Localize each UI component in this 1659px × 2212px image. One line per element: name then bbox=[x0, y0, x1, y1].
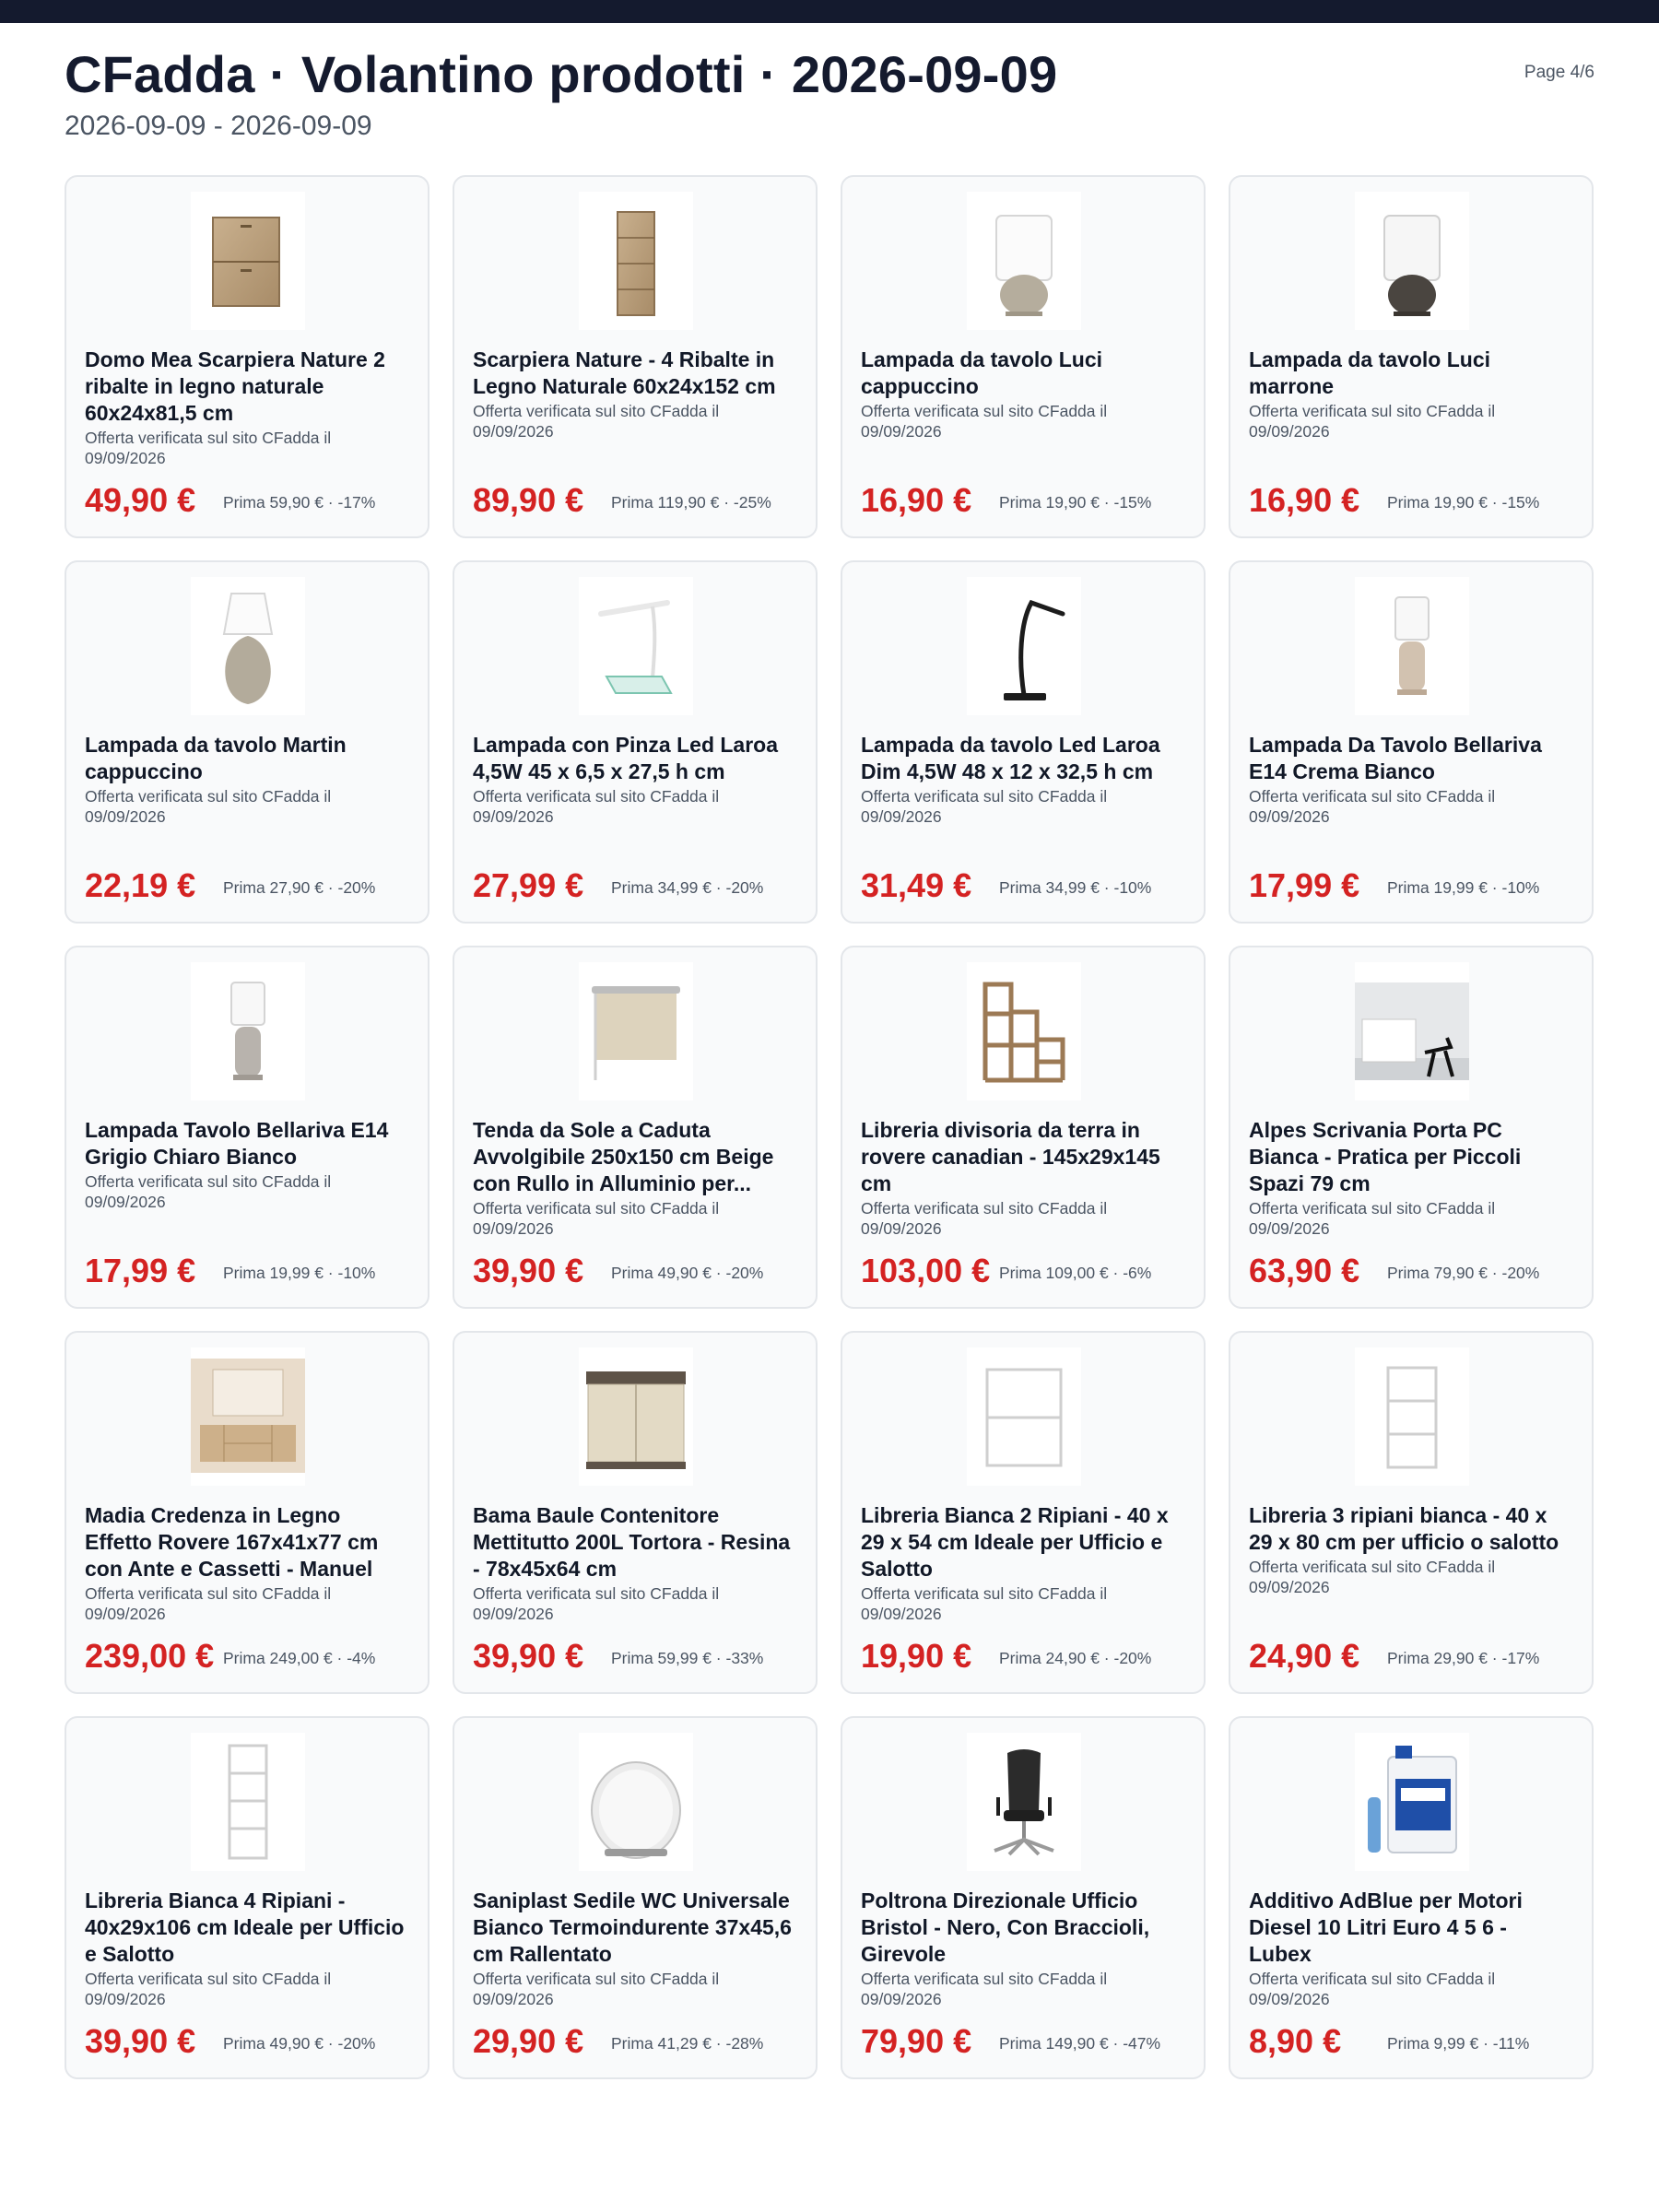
product-price: 17,99 € bbox=[85, 1252, 196, 1289]
product-card[interactable] bbox=[841, 1716, 1206, 2079]
product-price: 89,90 € bbox=[473, 481, 584, 519]
offer-note: Offerta verificata sul sito CFadda il 09/09/2026 bbox=[1249, 787, 1496, 826]
product-card[interactable] bbox=[1229, 175, 1594, 538]
product-card[interactable] bbox=[65, 560, 429, 924]
product-name: Lampada da tavolo Luci cappuccino Offerta verificata sul sito CFadda il 09/09/2026 bbox=[861, 347, 1187, 441]
product-card[interactable] bbox=[453, 1716, 818, 2079]
product-card[interactable] bbox=[1229, 560, 1594, 924]
product-price: 24,90 € bbox=[1249, 1637, 1360, 1675]
shoe-cabinet-4-icon bbox=[579, 192, 693, 330]
product-card[interactable] bbox=[453, 1331, 818, 1694]
product-card[interactable] bbox=[65, 1331, 429, 1694]
table-lamp-round-icon bbox=[191, 577, 305, 715]
desk-lamp-icon bbox=[967, 577, 1081, 715]
bookcase-4-icon bbox=[191, 1733, 305, 1871]
product-name: Saniplast Sedile WC Universale Bianco Termoindurente 37x45,6 cm Rallentato Offerta verificata sul sito CFadda il 09/09/2026 bbox=[473, 1888, 799, 2009]
date-range: 2026-09-09 - 2026-09-09 bbox=[65, 111, 372, 141]
old-price-discount: Prima 59,90 € · -17% bbox=[223, 493, 376, 512]
product-card[interactable] bbox=[1229, 1716, 1594, 2079]
clamp-lamp-icon bbox=[579, 577, 693, 715]
product-name: Domo Mea Scarpiera Nature 2 ribalte in legno naturale 60x24x81,5 cm Offerta verificata sul sito CFadda il 09/09/2026 bbox=[85, 347, 411, 468]
page-title: CFadda · Volantino prodotti · 2026-09-09 bbox=[65, 45, 1058, 103]
old-price-discount: Prima 34,99 € · -10% bbox=[999, 878, 1152, 897]
old-price-discount: Prima 49,90 € · -20% bbox=[611, 1264, 764, 1282]
product-price: 63,90 € bbox=[1249, 1252, 1360, 1289]
product-card[interactable] bbox=[65, 175, 429, 538]
product-price: 17,99 € bbox=[1249, 866, 1360, 904]
step-bookcase-icon bbox=[967, 962, 1081, 1100]
offer-note: Offerta verificata sul sito CFadda il 09/09/2026 bbox=[473, 787, 720, 826]
product-price: 19,90 € bbox=[861, 1637, 972, 1675]
product-card[interactable] bbox=[1229, 946, 1594, 1309]
product-price: 239,00 € bbox=[85, 1637, 215, 1675]
product-price: 27,99 € bbox=[473, 866, 584, 904]
offer-note: Offerta verificata sul sito CFadda il 09/09/2026 bbox=[85, 1970, 332, 2008]
old-price-discount: Prima 24,90 € · -20% bbox=[999, 1649, 1152, 1667]
product-price: 49,90 € bbox=[85, 481, 196, 519]
product-price: 39,90 € bbox=[473, 1252, 584, 1289]
offer-note: Offerta verificata sul sito CFadda il 09/09/2026 bbox=[1249, 1970, 1496, 2008]
product-card[interactable] bbox=[65, 1716, 429, 2079]
offer-note: Offerta verificata sul sito CFadda il 09/09/2026 bbox=[1249, 1558, 1496, 1596]
offer-note: Offerta verificata sul sito CFadda il 09/09/2026 bbox=[85, 429, 332, 467]
offer-note: Offerta verificata sul sito CFadda il 09/09/2026 bbox=[861, 1199, 1108, 1238]
toilet-seat-icon bbox=[579, 1733, 693, 1871]
old-price-discount: Prima 59,99 € · -33% bbox=[611, 1649, 764, 1667]
product-price: 39,90 € bbox=[473, 1637, 584, 1675]
product-name: Bama Baule Contenitore Mettitutto 200L Tortora - Resina - 78x45x64 cm Offerta verificata sul sito CFadda il 09/09/2026 bbox=[473, 1502, 799, 1624]
awning-icon bbox=[579, 962, 693, 1100]
adblue-canister-icon bbox=[1355, 1733, 1469, 1871]
sideboard-icon bbox=[191, 1347, 305, 1486]
offer-note: Offerta verificata sul sito CFadda il 09/09/2026 bbox=[85, 1584, 332, 1623]
old-price-discount: Prima 149,90 € · -47% bbox=[999, 2034, 1161, 2053]
old-price-discount: Prima 19,90 € · -15% bbox=[1387, 493, 1540, 512]
product-name: Libreria divisoria da terra in rovere canadian - 145x29x145 cm Offerta verificata sul sito CFadda il 09/09/2026 bbox=[861, 1117, 1187, 1239]
old-price-discount: Prima 19,99 € · -10% bbox=[223, 1264, 376, 1282]
offer-note: Offerta verificata sul sito CFadda il 09/09/2026 bbox=[1249, 402, 1496, 441]
offer-note: Offerta verificata sul sito CFadda il 09/09/2026 bbox=[473, 1584, 720, 1623]
header-bar bbox=[0, 0, 1659, 23]
page-number: Page 4/6 bbox=[1524, 63, 1594, 82]
product-card[interactable] bbox=[453, 175, 818, 538]
product-name: Libreria Bianca 4 Ripiani - 40x29x106 cm Ideale per Ufficio e Salotto Offerta verificata sul sito CFadda il 09/09/2026 bbox=[85, 1888, 411, 2009]
product-card[interactable] bbox=[453, 560, 818, 924]
old-price-discount: Prima 29,90 € · -17% bbox=[1387, 1649, 1540, 1667]
product-price: 31,49 € bbox=[861, 866, 972, 904]
product-name: Lampada da tavolo Luci marrone Offerta verificata sul sito CFadda il 09/09/2026 bbox=[1249, 347, 1575, 441]
table-lamp-dark-icon bbox=[1355, 192, 1469, 330]
office-chair-icon bbox=[967, 1733, 1081, 1871]
offer-note: Offerta verificata sul sito CFadda il 09/09/2026 bbox=[473, 402, 720, 441]
product-name: Lampada da tavolo Martin cappuccino Offerta verificata sul sito CFadda il 09/09/2026 bbox=[85, 732, 411, 827]
offer-note: Offerta verificata sul sito CFadda il 09/09/2026 bbox=[473, 1199, 720, 1238]
product-name: Poltrona Direzionale Ufficio Bristol - Nero, Con Braccioli, Girevole Offerta verificata sul sito CFadda il 09/09/2026 bbox=[861, 1888, 1187, 2009]
storage-chest-icon bbox=[579, 1347, 693, 1486]
product-name: Lampada con Pinza Led Laroa 4,5W 45 x 6,5 x 27,5 h cm Offerta verificata sul sito CFadda il 09/09/2026 bbox=[473, 732, 799, 827]
old-price-discount: Prima 49,90 € · -20% bbox=[223, 2034, 376, 2053]
desk-room-icon bbox=[1355, 962, 1469, 1100]
old-price-discount: Prima 109,00 € · -6% bbox=[999, 1264, 1152, 1282]
offer-note: Offerta verificata sul sito CFadda il 09/09/2026 bbox=[85, 1172, 332, 1211]
table-lamp-icon bbox=[967, 192, 1081, 330]
product-name: Libreria 3 ripiani bianca - 40 x 29 x 80 cm per ufficio o salotto Offerta verificata sul sito CFadda il 09/09/2026 bbox=[1249, 1502, 1575, 1597]
product-name: Lampada Da Tavolo Bellariva E14 Crema Bianco Offerta verificata sul sito CFadda il 09/09/2026 bbox=[1249, 732, 1575, 827]
bookcase-2-icon bbox=[967, 1347, 1081, 1486]
product-name: Scarpiera Nature - 4 Ribalte in Legno Naturale 60x24x152 cm Offerta verificata sul sito CFadda il 09/09/2026 bbox=[473, 347, 799, 441]
product-card[interactable] bbox=[841, 560, 1206, 924]
old-price-discount: Prima 27,90 € · -20% bbox=[223, 878, 376, 897]
product-card[interactable] bbox=[841, 1331, 1206, 1694]
old-price-discount: Prima 119,90 € · -25% bbox=[611, 493, 771, 512]
old-price-discount: Prima 249,00 € · -4% bbox=[223, 1649, 376, 1667]
product-price: 103,00 € bbox=[861, 1252, 991, 1289]
product-name: Libreria Bianca 2 Ripiani - 40 x 29 x 54 cm Ideale per Ufficio e Salotto Offerta verificata sul sito CFadda il 09/09/2026 bbox=[861, 1502, 1187, 1624]
product-card[interactable] bbox=[1229, 1331, 1594, 1694]
product-price: 16,90 € bbox=[1249, 481, 1360, 519]
shoe-cabinet-2-icon bbox=[191, 192, 305, 330]
offer-note: Offerta verificata sul sito CFadda il 09/09/2026 bbox=[473, 1970, 720, 2008]
offer-note: Offerta verificata sul sito CFadda il 09/09/2026 bbox=[861, 402, 1108, 441]
product-price: 16,90 € bbox=[861, 481, 972, 519]
product-name: Lampada Tavolo Bellariva E14 Grigio Chiaro Bianco Offerta verificata sul sito CFadda il 09/09/2026 bbox=[85, 1117, 411, 1212]
product-grid bbox=[65, 175, 1594, 2079]
table-lamp-slim-icon bbox=[1355, 577, 1469, 715]
product-price: 22,19 € bbox=[85, 866, 196, 904]
old-price-discount: Prima 9,99 € · -11% bbox=[1387, 2034, 1530, 2053]
old-price-discount: Prima 19,99 € · -10% bbox=[1387, 878, 1540, 897]
table-lamp-grey-icon bbox=[191, 962, 305, 1100]
product-card[interactable] bbox=[65, 946, 429, 1309]
old-price-discount: Prima 41,29 € · -28% bbox=[611, 2034, 764, 2053]
offer-note: Offerta verificata sul sito CFadda il 09/09/2026 bbox=[861, 1970, 1108, 2008]
offer-note: Offerta verificata sul sito CFadda il 09/09/2026 bbox=[861, 1584, 1108, 1623]
product-name: Tenda da Sole a Caduta Avvolgibile 250x150 cm Beige con Rullo in Alluminio per... Offerta verificata sul sito CFadda il 09/09/2026 bbox=[473, 1117, 799, 1239]
product-price: 29,90 € bbox=[473, 2022, 584, 2060]
product-card[interactable] bbox=[841, 946, 1206, 1309]
product-name: Lampada da tavolo Led Laroa Dim 4,5W 48 x 12 x 32,5 h cm Offerta verificata sul sito CFadda il 09/09/2026 bbox=[861, 732, 1187, 827]
product-price: 79,90 € bbox=[861, 2022, 972, 2060]
offer-note: Offerta verificata sul sito CFadda il 09/09/2026 bbox=[85, 787, 332, 826]
product-card[interactable] bbox=[453, 946, 818, 1309]
product-price: 8,90 € bbox=[1249, 2022, 1342, 2060]
old-price-discount: Prima 34,99 € · -20% bbox=[611, 878, 764, 897]
product-price: 39,90 € bbox=[85, 2022, 196, 2060]
product-name: Madia Credenza in Legno Effetto Rovere 167x41x77 cm con Ante e Cassetti - Manuel Offerta verificata sul sito CFadda il 09/09/2026 bbox=[85, 1502, 411, 1624]
product-name: Alpes Scrivania Porta PC Bianca - Pratica per Piccoli Spazi 79 cm Offerta verificata sul sito CFadda il 09/09/2026 bbox=[1249, 1117, 1575, 1239]
offer-note: Offerta verificata sul sito CFadda il 09/09/2026 bbox=[1249, 1199, 1496, 1238]
old-price-discount: Prima 19,90 € · -15% bbox=[999, 493, 1152, 512]
product-card[interactable] bbox=[841, 175, 1206, 538]
bookcase-3-icon bbox=[1355, 1347, 1469, 1486]
offer-note: Offerta verificata sul sito CFadda il 09/09/2026 bbox=[861, 787, 1108, 826]
old-price-discount: Prima 79,90 € · -20% bbox=[1387, 1264, 1540, 1282]
product-name: Additivo AdBlue per Motori Diesel 10 Litri Euro 4 5 6 - Lubex Offerta verificata sul sito CFadda il 09/09/2026 bbox=[1249, 1888, 1575, 2009]
